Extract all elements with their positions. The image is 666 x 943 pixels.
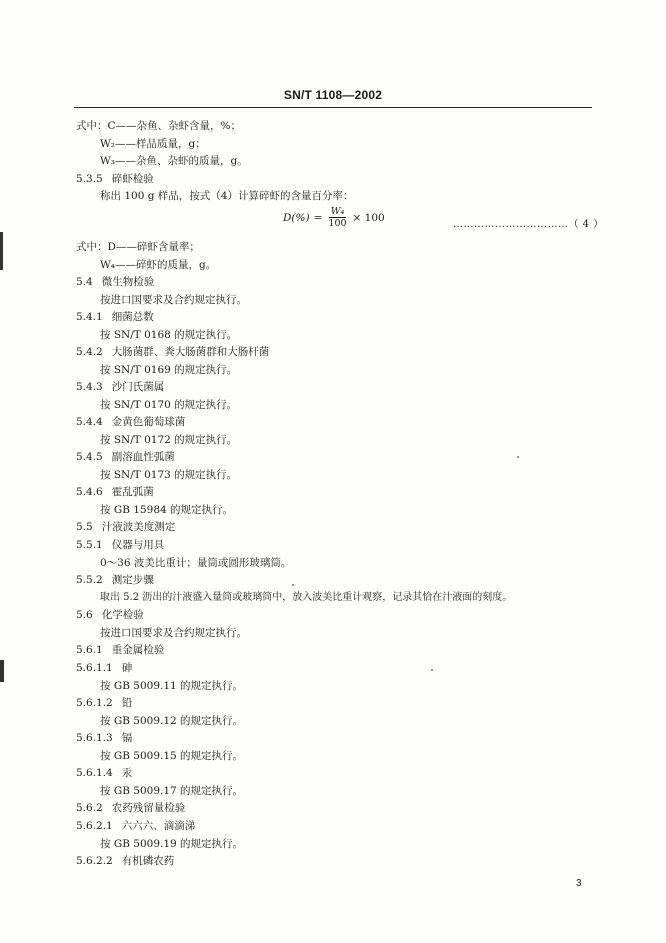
- section-heading: [76, 415, 185, 429]
- section-heading: [76, 661, 132, 675]
- scan-edge-mark: [0, 232, 3, 270]
- section-heading: [76, 801, 185, 815]
- paragraph: 按 SN/T 0168 的规定执行。: [100, 329, 238, 341]
- section-number: 5.6.1.4: [76, 767, 113, 779]
- section-number: 5.5: [76, 521, 93, 533]
- where-clause-w3: W₃——杂鱼、杂虾的质量，g。: [100, 155, 248, 167]
- section-title: 霍乱弧菌: [111, 486, 154, 498]
- section-title: 沙门氏菌属: [111, 381, 165, 393]
- section-heading: [76, 380, 164, 394]
- where-clause-c: 式中：C——杂鱼、杂虾含量，%；: [76, 120, 242, 132]
- page-number: 3: [576, 878, 582, 889]
- formula-4: [283, 206, 385, 229]
- section-title: 有机磷农药: [121, 855, 175, 867]
- section-number: 5.3.5: [76, 173, 103, 185]
- section-heading: [76, 766, 132, 780]
- section-number: 5.6.1.2: [76, 697, 113, 709]
- section-title: 汁液波美度测定: [101, 521, 176, 533]
- section-heading: [76, 731, 132, 745]
- paragraph: 按 SN/T 0172 的规定执行。: [100, 434, 238, 446]
- section-heading: [76, 310, 154, 324]
- section-number: 5.6.2: [76, 802, 103, 814]
- paragraph: 按 SN/T 0169 的规定执行。: [100, 364, 238, 376]
- section-heading: [76, 345, 269, 359]
- formula-lhs: D(%): [283, 211, 310, 224]
- paragraph: 按 SN/T 0173 的规定执行。: [100, 469, 238, 481]
- scan-edge-mark: [0, 660, 4, 682]
- section-title: 测定步骤: [111, 574, 154, 586]
- section-title: 碎虾检验: [111, 173, 154, 185]
- paragraph: 按 GB 5009.12 的规定执行。: [100, 715, 244, 727]
- section-title: 镉: [121, 732, 133, 744]
- section-number: 5.4.2: [76, 346, 103, 358]
- section-heading: [76, 573, 154, 587]
- section-title: 六六六、滴滴涕: [121, 820, 196, 832]
- section-number: 5.5.2: [76, 574, 103, 586]
- formula-numerator: W₄: [330, 206, 345, 217]
- section-heading: [76, 608, 144, 622]
- formula-equals: =: [313, 211, 323, 224]
- section-number: 5.4: [76, 276, 93, 288]
- section-heading: [76, 450, 175, 464]
- section-title: 微生物检验: [101, 276, 155, 288]
- section-heading: [76, 275, 154, 289]
- section-number: 5.6.2.2: [76, 855, 113, 867]
- section-heading: [76, 485, 154, 499]
- paragraph: 称出 100 g 样品，按式（4）计算碎虾的含量百分率：: [100, 190, 354, 202]
- section-title: 大肠菌群、粪大肠菌群和大肠杆菌: [111, 346, 270, 358]
- paragraph: 按 GB 5009.17 的规定执行。: [100, 785, 244, 797]
- standard-code-header: SN/T 1108—2002: [283, 88, 383, 102]
- paragraph: 按 GB 5009.11 的规定执行。: [100, 680, 244, 692]
- section-heading: [76, 538, 164, 552]
- formula-denominator: 100: [328, 218, 347, 229]
- paragraph: 取出 5.2 沥出的汁液盛入量筒或玻璃筒中，放入波美比重计观察，记录其恰在汁液面的刻度。: [100, 592, 513, 603]
- section-title: 金黄色葡萄球菌: [111, 416, 186, 428]
- section-title: 铅: [121, 697, 133, 709]
- section-number: 5.5.1: [76, 539, 103, 551]
- section-number: 5.6.1.1: [76, 662, 113, 674]
- section-title: 重金属检验: [111, 644, 165, 656]
- paragraph: 按 GB 15984 的规定执行。: [100, 504, 234, 516]
- header-rule: [74, 107, 592, 108]
- section-number: 5.4.3: [76, 381, 103, 393]
- equation-number: ……………………………（ 4 ）: [453, 219, 604, 230]
- section-number: 5.4.1: [76, 311, 103, 323]
- section-heading: [76, 643, 164, 657]
- section-number: 5.4.6: [76, 486, 103, 498]
- section-title: 农药残留量检验: [111, 802, 186, 814]
- formula-fraction: [326, 206, 348, 229]
- section-number: 5.6.1: [76, 644, 103, 656]
- paragraph: 按进口国要求及合约规定执行。: [100, 627, 247, 639]
- scan-speck: [431, 669, 433, 671]
- section-heading: [76, 520, 175, 534]
- section-number: 5.6: [76, 609, 93, 621]
- where-clause-w2: W₂——样品质量，g；: [100, 138, 206, 150]
- section-title: 化学检验: [101, 609, 144, 621]
- paragraph: 按进口国要求及合约规定执行。: [100, 294, 247, 306]
- section-heading: [76, 819, 195, 833]
- section-number: 5.4.4: [76, 416, 103, 428]
- paragraph: 按 GB 5009.15 的规定执行。: [100, 750, 244, 762]
- section-heading: [76, 696, 132, 710]
- where-clause-w4: W₄——碎虾的质量，g。: [100, 259, 217, 271]
- section-number: 5.6.2.1: [76, 820, 113, 832]
- section-title: 细菌总数: [111, 311, 154, 323]
- section-number: 5.6.1.3: [76, 732, 113, 744]
- section-title: 汞: [121, 767, 133, 779]
- section-title: 砷: [121, 662, 133, 674]
- formula-times: × 100: [352, 211, 385, 224]
- scan-speck: [517, 456, 519, 458]
- paragraph: 按 SN/T 0170 的规定执行。: [100, 399, 238, 411]
- section-title: 仪器与用具: [111, 539, 165, 551]
- section-title: 副溶血性弧菌: [111, 451, 175, 463]
- section-heading: [76, 854, 174, 868]
- section-number: 5.4.5: [76, 451, 103, 463]
- paragraph: 0～36 波美比重计；量筒或圆形玻璃筒。: [100, 557, 292, 569]
- where-clause-d: 式中：D——碎虾含量率；: [76, 241, 200, 253]
- paragraph: 按 GB 5009.19 的规定执行。: [100, 838, 244, 850]
- scan-speck: [292, 584, 294, 586]
- section-heading: [76, 172, 154, 186]
